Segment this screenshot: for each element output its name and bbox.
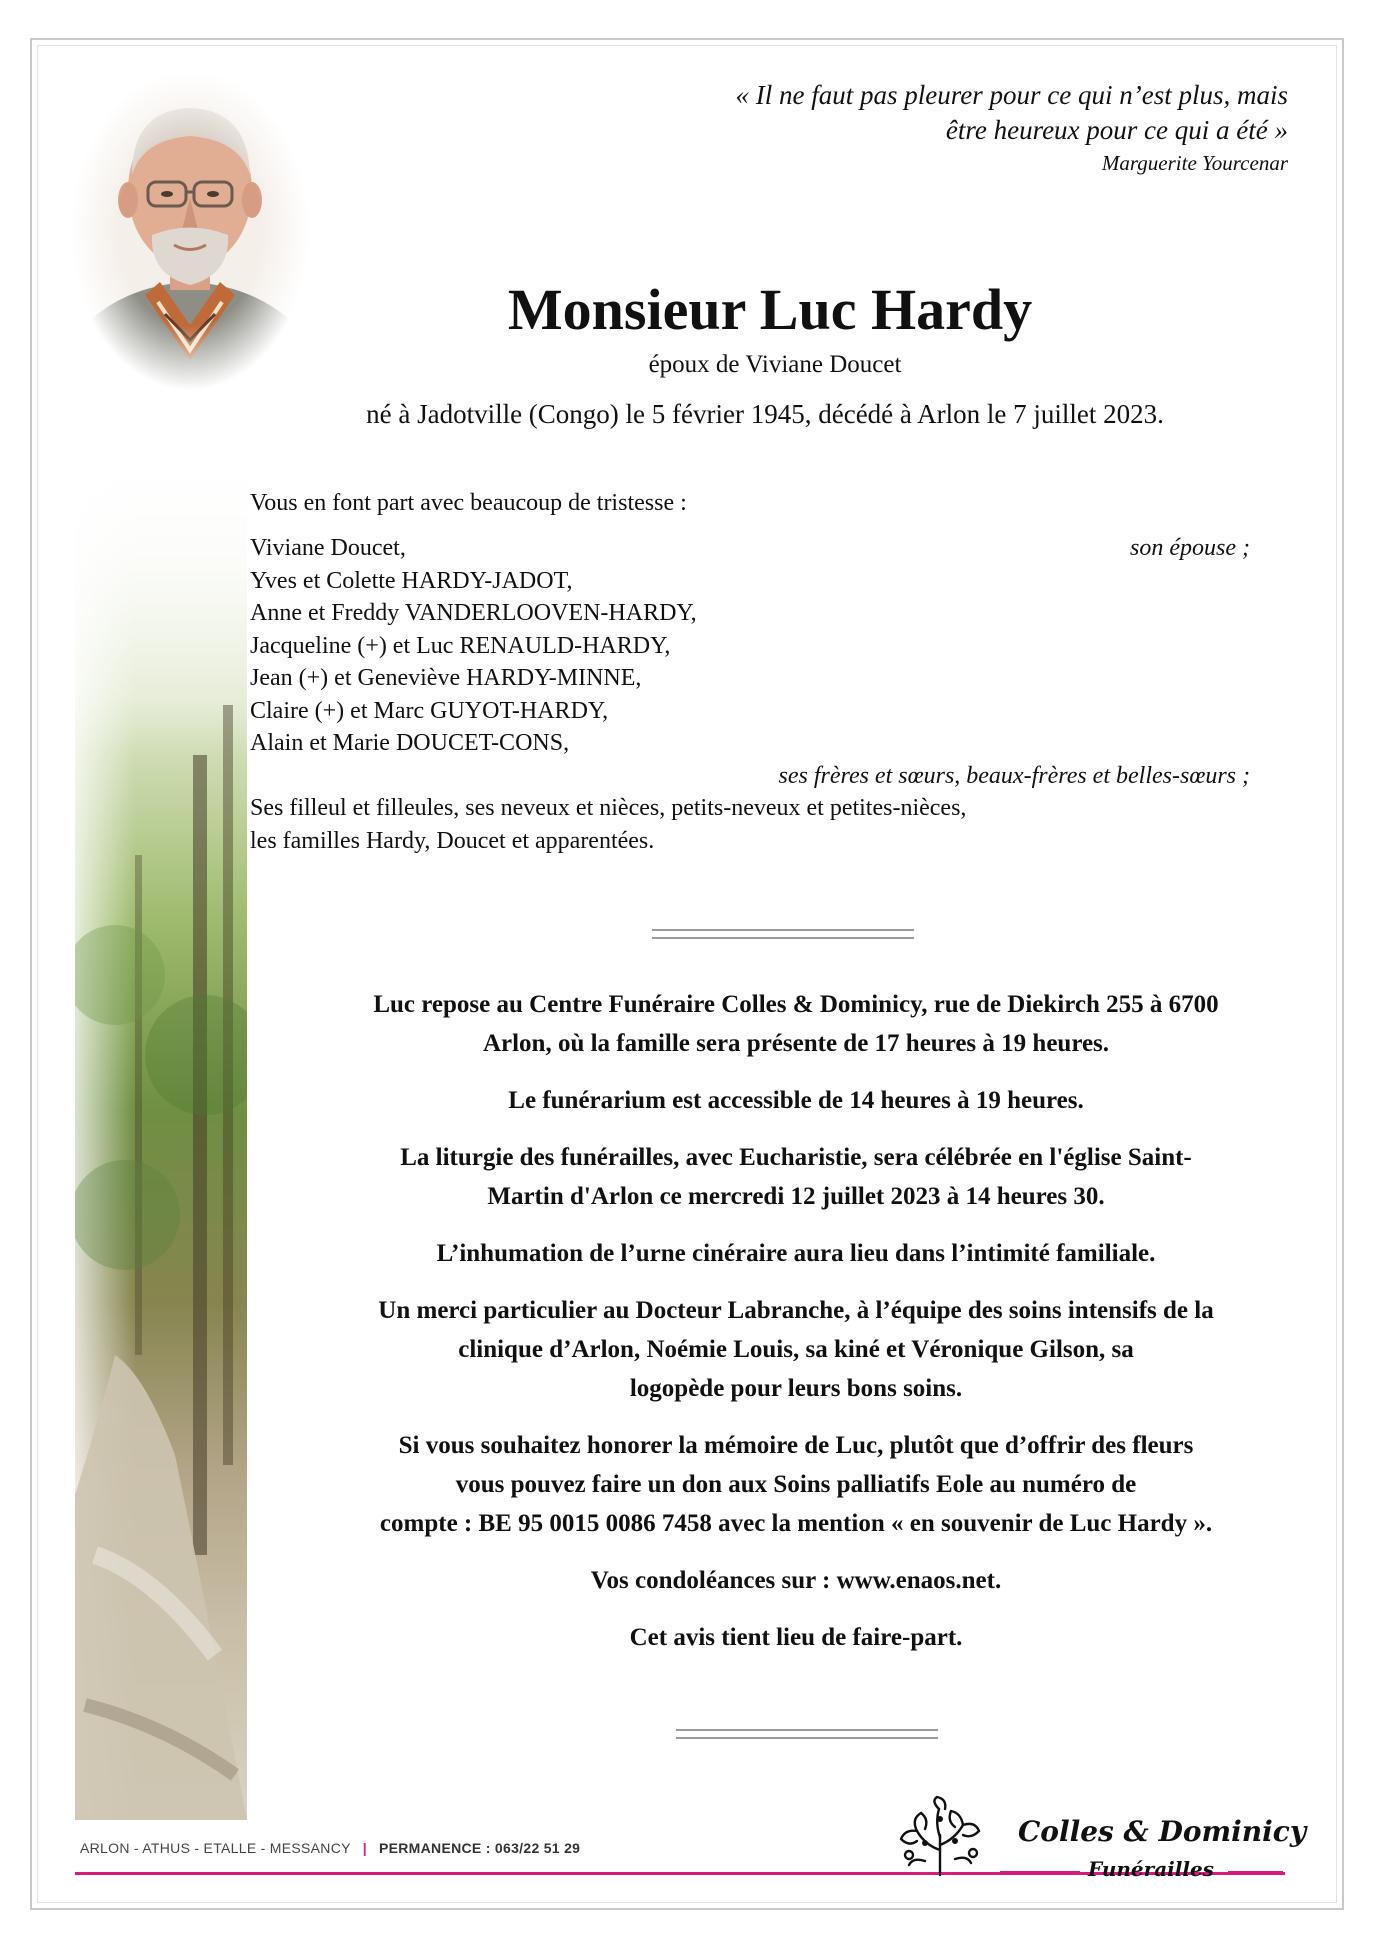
notice-line: Un merci particulier au Docteur Labranche, à l’équipe des soins intensifs de la xyxy=(378,1297,1214,1324)
quote-author: Marguerite Yourcenar xyxy=(1101,151,1288,175)
family-intro: Vous en font part avec beaucoup de tristesse : xyxy=(250,490,687,516)
notice-line: compte : BE 95 0015 0086 7458 avec la mention « en souvenir de Luc Hardy ». xyxy=(379,1510,1213,1537)
notice-liturgy xyxy=(258,1138,1334,1216)
quote-line-1: « Il ne faut pas pleurer pour ce qui n’est plus, mais xyxy=(735,80,1288,110)
tree-icon xyxy=(895,1795,985,1877)
spouse-line: époux de Viviane Doucet xyxy=(648,351,902,378)
notice-thanks xyxy=(258,1291,1334,1408)
company-logo-subtitle: Funérailles xyxy=(1088,1857,1214,1881)
notice-line: La liturgie des funérailles, avec Eucharistie, sera célébrée en l'église Saint- xyxy=(400,1144,1192,1171)
others-line: Ses filleul et filleules, ses neveux et nièces, petits-neveux et petites-nièces, xyxy=(250,795,967,821)
notice-rest-place xyxy=(258,985,1334,1063)
spouse-name: Viviane Doucet, xyxy=(250,535,406,561)
others-line: les familles Hardy, Doucet et apparentées. xyxy=(250,827,655,854)
divider-top xyxy=(652,929,914,939)
notice-funerarium-hours: Le funérarium est accessible de 14 heures à 19 heures. xyxy=(508,1087,1084,1114)
sibling-line: Jacqueline (+) et Luc RENAULD-HARDY, xyxy=(250,632,671,659)
forest-path-image xyxy=(75,455,247,1820)
funeral-notice xyxy=(258,985,1334,1675)
divider-bottom xyxy=(676,1729,938,1739)
notice-line: clinique d’Arlon, Noémie Louis, sa kiné et Véronique Gilson, sa xyxy=(458,1336,1134,1363)
sibling-line: Alain et Marie DOUCET-CONS, xyxy=(250,730,570,756)
quote-line-2: être heureux pour ce qui a été » xyxy=(945,115,1288,145)
family-row-spouse xyxy=(250,532,1250,565)
sibling-line: Jean (+) et Geneviève HARDY-MINNE, xyxy=(250,665,642,691)
notice-line: Luc repose au Centre Funéraire Colles & Dominicy, rue de Diekirch 255 à 6700 xyxy=(373,991,1219,1018)
logo-accent-line-right xyxy=(1228,1871,1283,1874)
siblings-role: ses frères et sœurs, beaux-frères et belles-sœurs ; xyxy=(778,762,1250,789)
spouse-role: son épouse ; xyxy=(1130,535,1250,561)
birth-death-line: né à Jadotville (Congo) le 5 février 1945, décédé à Arlon le 7 juillet 2023. xyxy=(366,399,1164,429)
notice-line: Arlon, où la famille sera présente de 17 heures à 19 heures. xyxy=(482,1030,1110,1057)
notice-line: Si vous souhaitez honorer la mémoire de Luc, plutôt que d’offrir des fleurs xyxy=(398,1432,1194,1459)
footer-permanence: PERMANENCE : 063/22 51 29 xyxy=(379,1840,581,1856)
sibling-line: Anne et Freddy VANDERLOOVEN-HARDY, xyxy=(250,600,697,626)
company-logo-name: Colles & Dominicy xyxy=(1018,1815,1307,1848)
footer-contact xyxy=(80,1840,580,1856)
epigraph-quote xyxy=(736,78,1288,178)
sibling-line: Yves et Colette HARDY-JADOT, xyxy=(250,567,573,594)
sibling-line: Claire (+) et Marc GUYOT-HARDY, xyxy=(250,697,609,724)
notice-burial: L’inhumation de l’urne cinéraire aura lieu dans l’intimité familiale. xyxy=(436,1240,1156,1267)
notice-line: Martin d'Arlon ce mercredi 12 juillet 2023 à 14 heures 30. xyxy=(487,1183,1105,1210)
notice-line: vous pouvez faire un don aux Soins palliatifs Eole au numéro de xyxy=(455,1471,1137,1498)
logo-accent-line-left xyxy=(1000,1871,1080,1874)
notice-closing: Cet avis tient lieu de faire-part. xyxy=(629,1624,963,1651)
notice-condolences: Vos condoléances sur : www.enaos.net. xyxy=(590,1567,1002,1594)
notice-donation xyxy=(258,1426,1334,1543)
deceased-name: Monsieur Luc Hardy xyxy=(507,277,1033,342)
notice-line: logopède pour leurs bons soins. xyxy=(629,1375,963,1402)
family-list xyxy=(250,532,1250,857)
footer-towns: ARLON - ATHUS - ETALLE - MESSANCY xyxy=(80,1840,351,1856)
footer-separator: | xyxy=(362,1840,367,1856)
